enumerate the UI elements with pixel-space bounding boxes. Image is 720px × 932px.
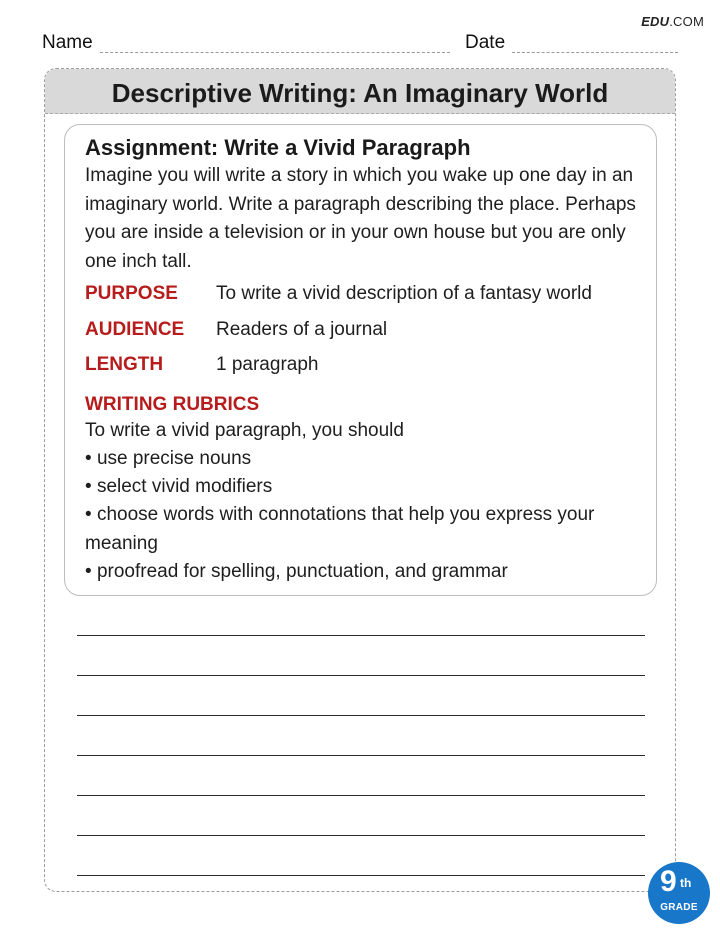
rubrics-intro: To write a vivid paragraph, you should — [85, 419, 404, 441]
worksheet-title: Descriptive Writing: An Imaginary World — [45, 69, 675, 114]
name-label: Name — [42, 32, 93, 53]
rubric-item: • use precise nouns — [85, 445, 642, 473]
assignment-prompt: Imagine you will write a story in which you wake up one day in an imaginary world. Write a paragraph describing the place. Perhaps you are inside a television or in your own house but you are only one inch tall. — [85, 165, 636, 272]
writing-line[interactable] — [77, 635, 645, 636]
writing-line[interactable] — [77, 755, 645, 756]
grade-number: 9 — [660, 865, 677, 898]
date-field[interactable] — [512, 52, 678, 53]
rubric-item: • select vivid modifiers — [85, 473, 642, 501]
writing-line[interactable] — [77, 675, 645, 676]
writing-line[interactable] — [77, 875, 645, 876]
spec-value: Readers of a journal — [216, 318, 388, 340]
spec-value: To write a vivid description of a fantasy world — [216, 283, 592, 304]
rubrics-list — [85, 417, 642, 587]
grade-word: GRADE — [660, 902, 698, 913]
name-date-row — [42, 32, 678, 56]
spec-value: 1 paragraph — [216, 354, 319, 375]
logo-part-edu: EDU — [641, 14, 670, 29]
date-label: Date — [465, 32, 506, 53]
rubrics-heading: WRITING RUBRICS — [85, 393, 260, 415]
spec-row-length — [85, 347, 642, 383]
edu-com-logo — [641, 14, 704, 29]
writing-line[interactable] — [77, 795, 645, 796]
spec-row-purpose — [85, 276, 642, 312]
assignment-card — [64, 124, 657, 596]
writing-line[interactable] — [77, 835, 645, 836]
grade-badge — [648, 862, 710, 924]
spec-label: PURPOSE — [85, 283, 178, 304]
spec-label: LENGTH — [85, 354, 164, 375]
rubric-item: • proofread for spelling, punctuation, and grammar — [85, 558, 642, 586]
rubric-item: • choose words with connotations that help you express your meaning — [85, 501, 642, 558]
spec-row-audience — [85, 312, 642, 348]
assignment-heading: Assignment: Write a Vivid Paragraph — [85, 135, 471, 160]
name-field[interactable] — [100, 52, 450, 53]
spec-label: AUDIENCE — [85, 318, 185, 340]
logo-part-com: .COM — [669, 14, 704, 29]
writing-line[interactable] — [77, 715, 645, 716]
grade-suffix: th — [680, 876, 692, 890]
